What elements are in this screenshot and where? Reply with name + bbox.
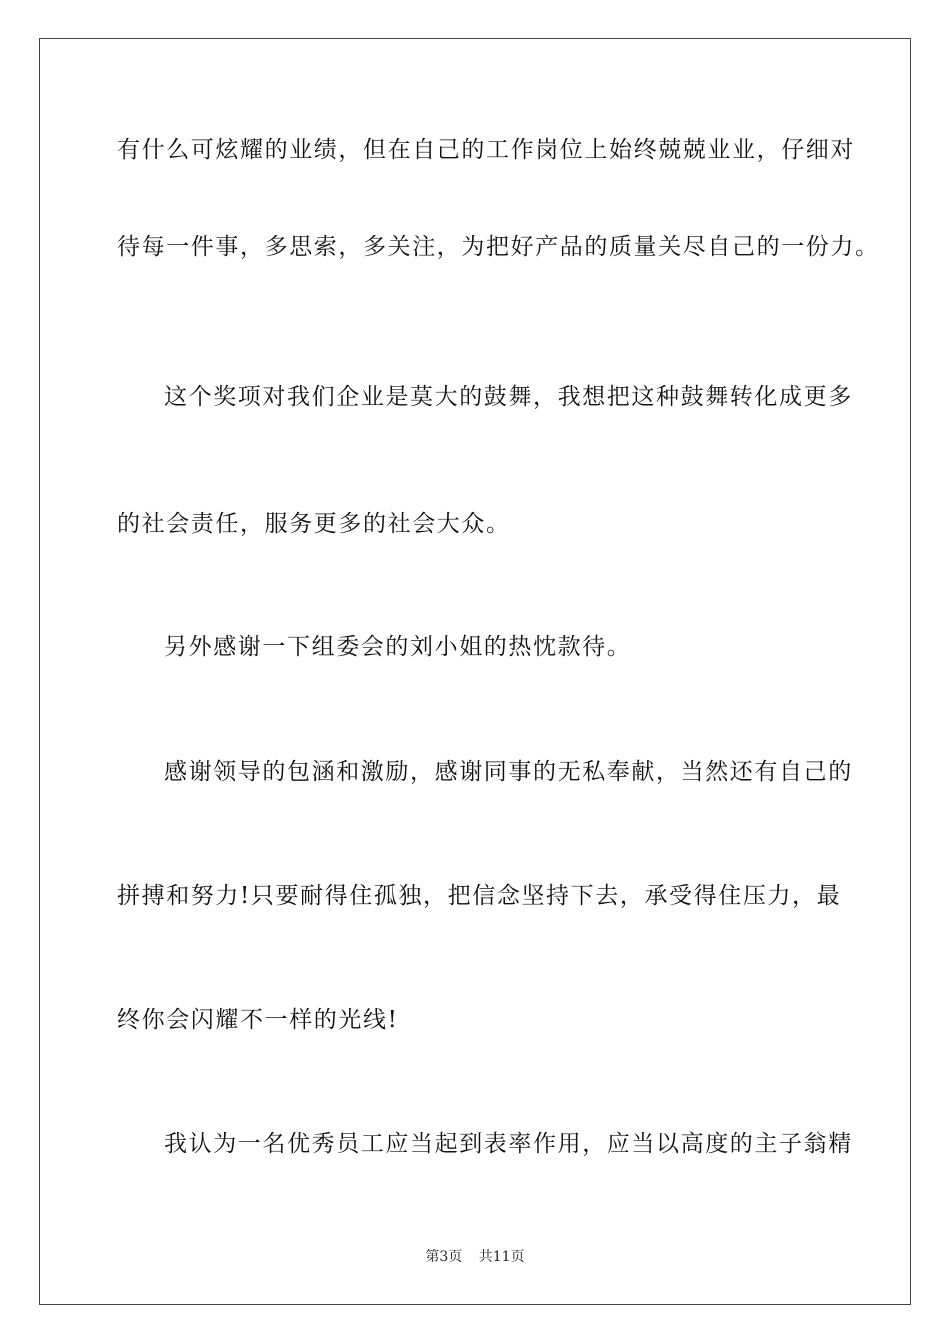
paragraph-line: 拼搏和努力!只要耐得住孤独，把信念坚持下去，承受得住压力，最: [117, 883, 842, 909]
paragraph-line: 这个奖项对我们企业是莫大的鼓舞，我想把这种鼓舞转化成更多: [164, 384, 853, 410]
paragraph-line: 另外感谢一下组委会的刘小姐的热忱款待。: [164, 634, 632, 660]
paragraph-line: 我认为一名优秀员工应当起到表率作用，应当以高度的主子翁精: [164, 1131, 853, 1157]
page-border: [39, 38, 911, 1305]
paragraph-line: 的社会责任，服务更多的社会大众。: [117, 511, 511, 537]
paragraph-line: 有什么可炫耀的业绩，但在自己的工作岗位上始终兢兢业业，仔细对: [117, 137, 855, 163]
page-footer: [0, 1246, 950, 1266]
paragraph-line: 感谢领导的包涵和激励，感谢同事的无私奉献，当然还有自己的: [164, 759, 853, 785]
total-pages: 共11页: [478, 1249, 525, 1265]
paragraph-line: 终你会闪耀不一样的光线!: [117, 1007, 399, 1033]
paragraph-line: 待每一件事，多思索，多关注，为把好产品的质量关尽自己的一份力。: [117, 234, 880, 260]
page-number: 第3页: [425, 1249, 463, 1265]
